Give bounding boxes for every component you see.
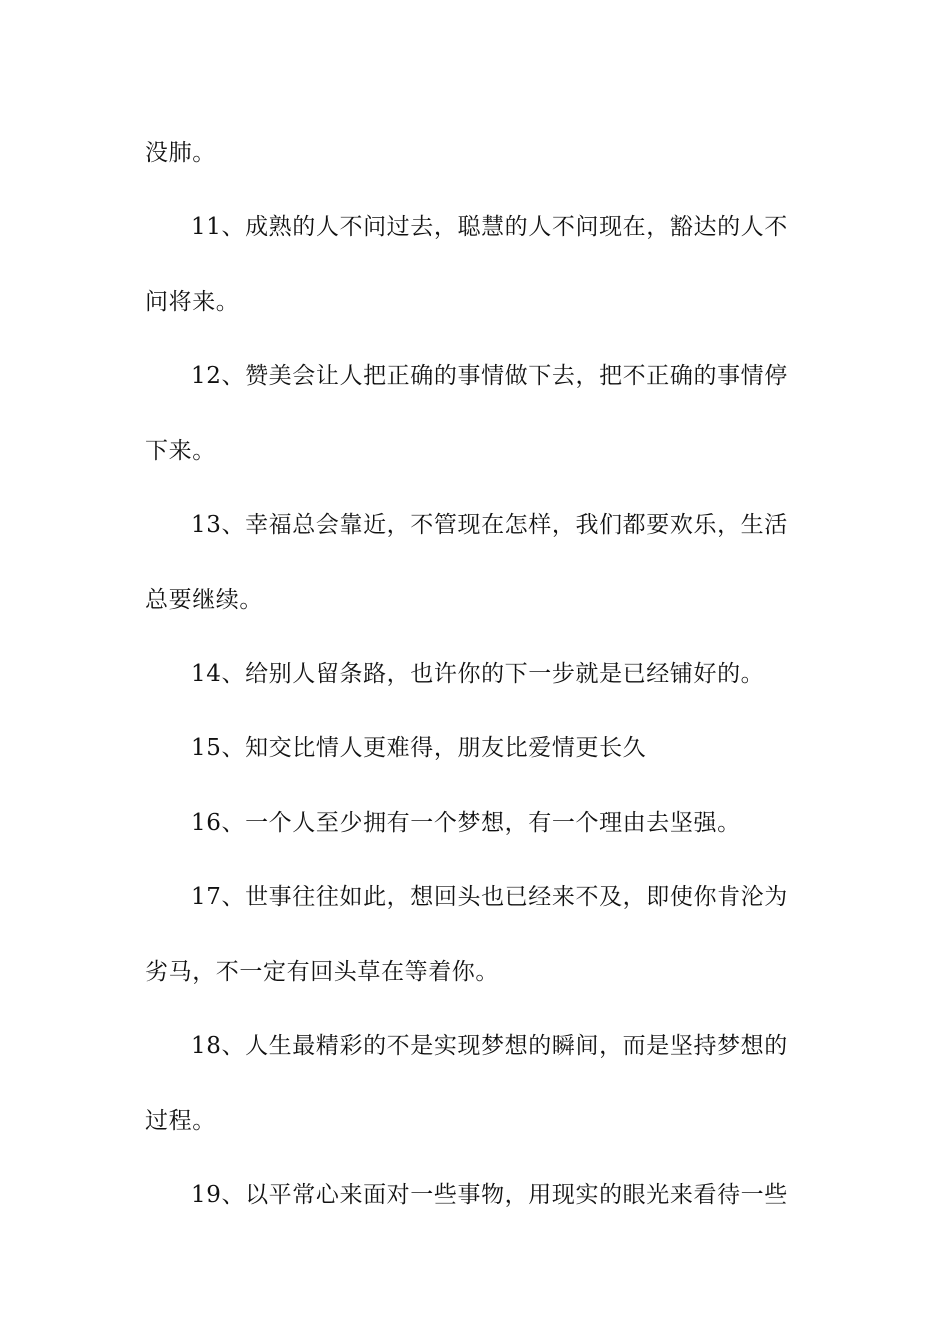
text-line: 过程。 xyxy=(145,1108,216,1134)
text-line: 13、幸福总会靠近，不管现在怎样，我们都要欢乐，生活 xyxy=(191,512,788,538)
text-line: 下来。 xyxy=(145,438,216,464)
text-line: 劣马，不一定有回头草在等着你。 xyxy=(145,959,499,985)
text-line: 14、给别人留条路，也许你的下一步就是已经铺好的。 xyxy=(191,661,765,687)
text-line: 11、成熟的人不问过去，聪慧的人不问现在，豁达的人不 xyxy=(191,214,788,240)
text-line: 问将来。 xyxy=(145,289,240,315)
text-line: 总要继续。 xyxy=(145,587,263,613)
text-line: 没肺。 xyxy=(145,140,216,166)
text-line: 17、世事往往如此，想回头也已经来不及，即使你肯沦为 xyxy=(191,884,788,910)
text-line: 16、一个人至少拥有一个梦想，有一个理由去坚强。 xyxy=(191,810,741,836)
text-line: 18、人生最精彩的不是实现梦想的瞬间，而是坚持梦想的 xyxy=(191,1033,788,1059)
text-line: 12、赞美会让人把正确的事情做下去，把不正确的事情停 xyxy=(191,363,788,389)
text-line: 19、以平常心来面对一些事物，用现实的眼光来看待一些 xyxy=(191,1182,788,1208)
text-line: 15、知交比情人更难得，朋友比爱情更长久 xyxy=(191,735,647,761)
